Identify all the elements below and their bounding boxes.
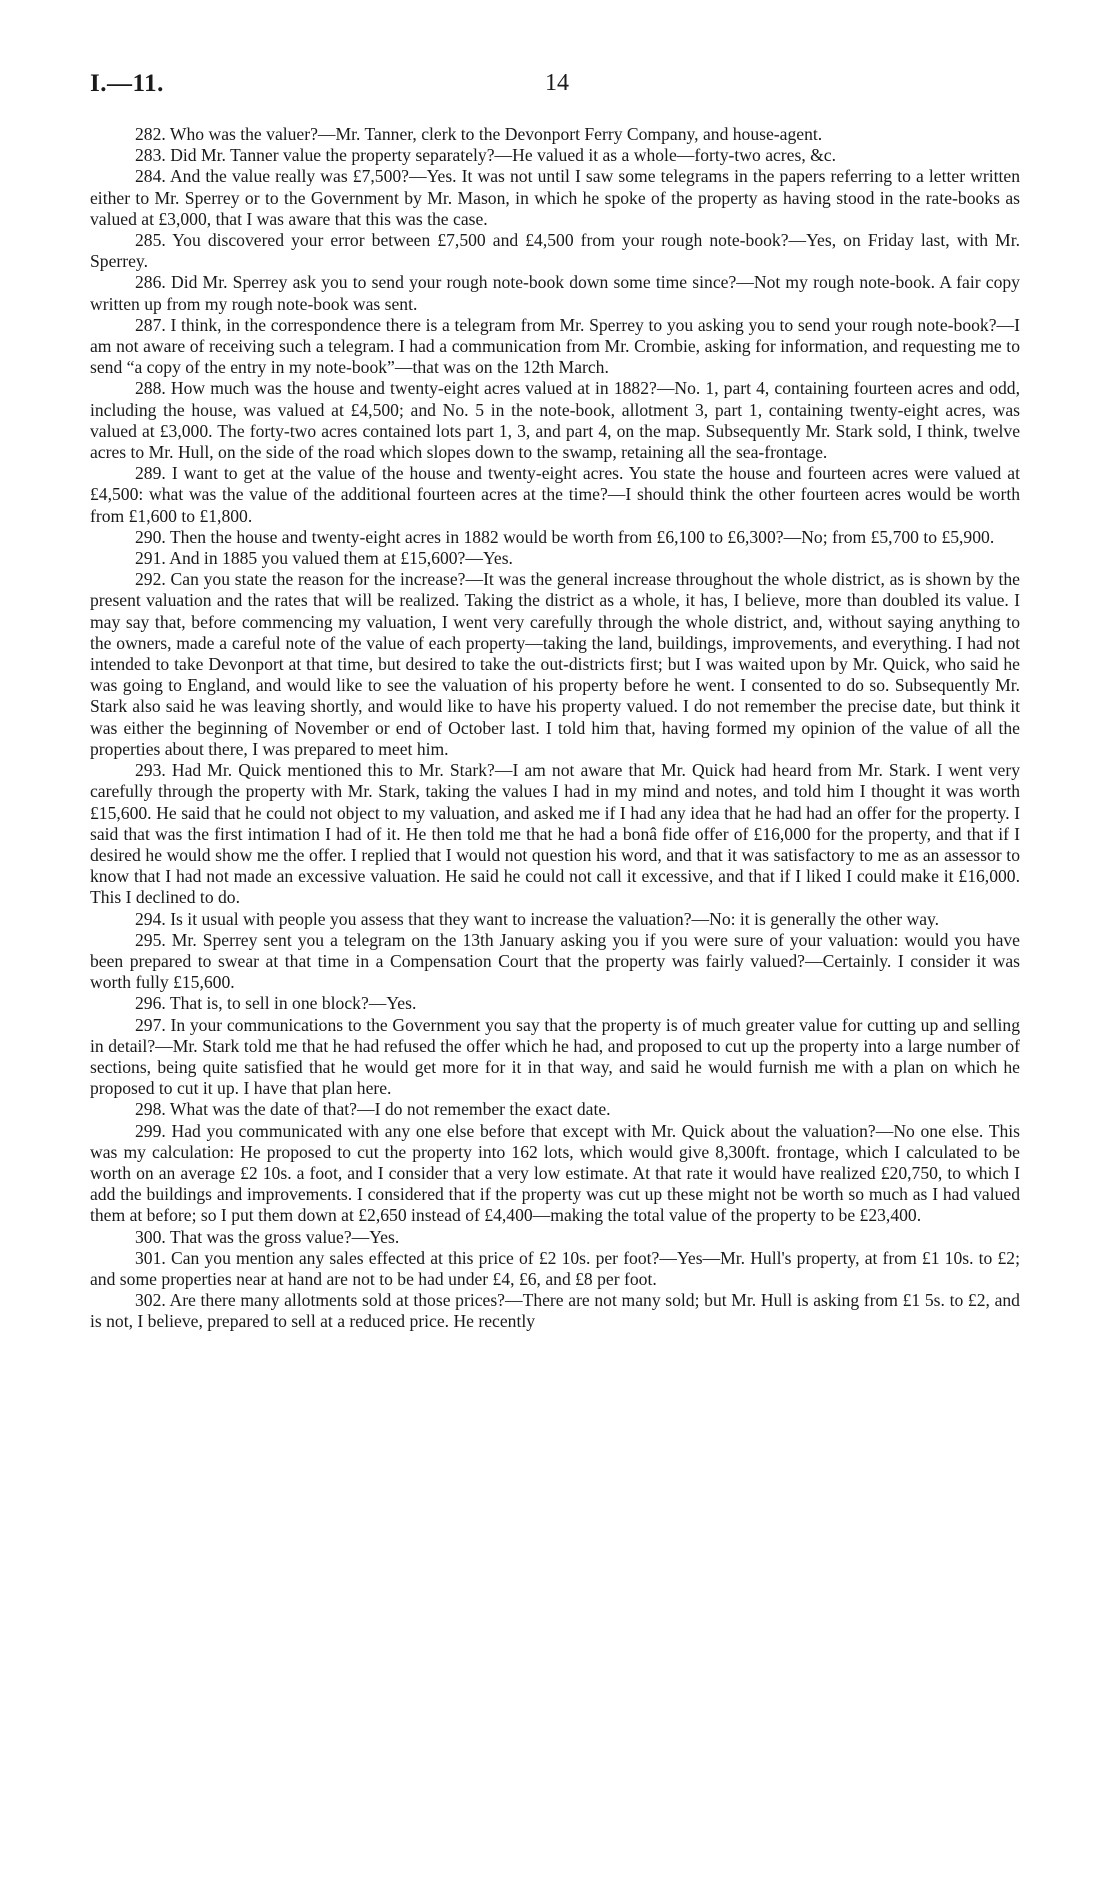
question-text: Can you mention any sales effected at this price of £2 10s. per foot?	[170, 1247, 660, 1268]
question-paragraph	[90, 993, 1020, 1014]
question-number: 297.	[135, 1014, 166, 1035]
question-number: 289.	[135, 463, 166, 484]
question-number: 295.	[135, 929, 166, 950]
question-number: 299.	[135, 1120, 166, 1141]
question-number: 300.	[135, 1226, 166, 1247]
answer-text: —Certainly. I consider it was worth fully £15,600.	[90, 950, 1020, 993]
question-paragraph	[90, 1248, 1020, 1290]
question-text: And the value really was £7,500?	[169, 166, 409, 187]
answer-text: —Yes, on Friday last, with Mr. Sperrey.	[90, 230, 1020, 272]
answer-text: —He valued it as a whole—forty-two acres, &c.	[494, 145, 837, 166]
question-paragraph	[90, 272, 1020, 314]
answer-text: —No; from £5,700 to £5,900.	[783, 526, 995, 547]
question-text: Had Mr. Quick mentioned this to Mr. Stark?	[171, 760, 495, 781]
question-number: 283.	[135, 145, 166, 166]
question-text: That is, to sell in one block?	[169, 993, 369, 1014]
question-paragraph	[90, 166, 1020, 230]
question-number: 301.	[135, 1247, 166, 1268]
question-number: 294.	[135, 908, 166, 929]
question-number: 302.	[135, 1290, 166, 1311]
answer-text: —Yes.	[368, 993, 417, 1014]
question-text: In your communications to the Government you say that the property is of much greater value for cutting up and selling in detail?	[90, 1014, 1020, 1056]
question-paragraph	[90, 463, 1020, 527]
answer-text: —Yes.	[465, 548, 513, 569]
question-paragraph	[90, 760, 1020, 908]
answer-text: —Not my rough note-book. A fair copy written up from my rough note-book was sent.	[90, 272, 1020, 314]
question-text: Is it usual with people you assess that they want to increase the valuation?	[170, 908, 692, 929]
question-paragraph	[90, 1290, 1020, 1332]
answer-text: —I should think the other fourteen acres would be worth from £1,600 to £1,800.	[90, 484, 1020, 526]
question-number: 298.	[135, 1099, 166, 1120]
document-reference: I.—11.	[90, 70, 164, 97]
question-text: Who was the valuer?	[169, 124, 318, 144]
answer-text: —No: it is generally the other way.	[691, 908, 940, 929]
question-paragraph	[90, 548, 1020, 569]
question-text: Can you state the reason for the increase?	[170, 569, 466, 590]
question-text: What was the date of that?	[169, 1099, 357, 1120]
answer-text: —Yes—Mr. Hull's property, at from £1 10s. to £2; and some properties near at hand are not to be had under £4, £6, and £8 per foot.	[90, 1247, 1020, 1289]
question-text: I think, in the correspondence there is a telegram from Mr. Sperrey to you asking you to send your rough note-book?	[170, 314, 997, 335]
question-paragraph	[90, 1099, 1020, 1120]
question-number: 287.	[135, 314, 166, 335]
evidence-text	[90, 124, 1020, 1333]
question-number: 284.	[135, 166, 166, 187]
question-number: 285.	[135, 230, 166, 251]
question-text: You discovered your error between £7,500 and £4,500 from your rough note-book?	[172, 230, 789, 251]
question-text: That was the gross value?	[169, 1226, 352, 1247]
question-paragraph	[90, 1015, 1020, 1100]
answer-text: —There are not many sold; but Mr. Hull is asking from £1 5s. to £2, and is not, I believe, prepared to sell at a reduced price. He recently	[90, 1290, 1020, 1332]
answer-text: —Yes. It was not until I saw some telegrams in the papers referring to a letter written either to Mr. Sperrey or to the Government by Mr. Mason, in which he spoke of the property as having stood in the rate-books as valued at £3,000, that I was aware that this was the case.	[90, 166, 1020, 229]
page-header	[90, 70, 1024, 110]
question-number: 296.	[135, 993, 166, 1014]
question-paragraph	[90, 145, 1020, 166]
page-number: 14	[545, 70, 569, 96]
question-text: Are there many allotments sold at those prices?	[169, 1290, 505, 1311]
question-text: And in 1885 you valued them at £15,600?	[169, 548, 466, 569]
question-text: Had you communicated with any one else before that except with Mr. Quick about the valuation?	[171, 1120, 876, 1141]
question-number: 288.	[135, 378, 166, 399]
answer-text: —No. 1, part 4, containing fourteen acres and odd, including the house, was valued at £4,500; and No. 5 in the note-book, allotment 3, part 1, containing twenty-eight acres, was valued at £3,000. The forty-two acres contained lots part 1, 3, and part 4, on the map. Subsequently Mr. Stark sold, I think, twelve acres to Mr. Hull, on the side of the road which slopes down to the swamp, retaining all the sea-frontage.	[90, 378, 1020, 463]
question-paragraph	[90, 124, 1020, 145]
question-paragraph	[90, 527, 1020, 548]
question-paragraph	[90, 1227, 1020, 1248]
question-number: 292.	[135, 569, 166, 590]
question-text: I want to get at the value of the house and twenty-eight acres. You state the house and fourteen acres were valued at £4,500: what was the value of the additional fourteen acres at the time?	[90, 463, 1021, 505]
question-paragraph	[90, 569, 1020, 760]
question-number: 290.	[135, 526, 166, 547]
question-paragraph	[90, 315, 1020, 379]
answer-text: —Mr. Stark told me that he had refused the offer which he had, and proposed to cut up the property into a large number of sections, being quite satisfied that he would get more for it in that way, and said he would furnish me with a plan on which he proposed to cut it up. I have that plan here.	[90, 1035, 1020, 1099]
answer-text: —It was the general increase throughout the whole district, as is shown by the present valuation and the rates that will be realized. Taking the district as a whole, it has, I believe, more than doubled its value. I may say that, before commencing my valuation, I went very carefully through the whole district, and, without saying anything to the owners, made a careful note of the value of each property—taking the land, buildings, improvements, and everything. I had not intended to take Devonport at that time, but desired to take the out-districts first; but I was waited upon by Mr. Quick, who said he was going to England, and would like to see the valuation of his property before he went. I consented to do so. Subsequently Mr. Stark also said he was leaving shortly, and would like to have his property valued. I do not remember the precise date, but think it was either the beginning of November or end of October last. I told him that, having formed my opinion of the value of all the properties about there, I was prepared to meet him.	[90, 569, 1020, 759]
question-text: Mr. Sperrey sent you a telegram on the 13th January asking you if you were sure of your valuation: would you have been prepared to swear at that time in a Compensation Court that the property was fairly valued?	[90, 929, 1020, 971]
question-number: 282.	[135, 124, 166, 144]
question-text: Did Mr. Sperrey ask you to send your rough note-book down some time since?	[170, 272, 737, 293]
question-paragraph	[90, 230, 1020, 272]
answer-text: —I am not aware of receiving such a telegram. I had a communication from Mr. Crombie, asking for information, and requesting me to send “a copy of the entry in my note-book”—that was on the 12th March.	[90, 314, 1020, 378]
question-paragraph	[90, 909, 1020, 930]
answer-text: —I do not remember the exact date.	[357, 1099, 611, 1120]
question-number: 286.	[135, 272, 166, 293]
question-number: 293.	[135, 760, 166, 781]
answer-text: —I am not aware that Mr. Quick had heard from Mr. Stark. I went very carefully through the property with Mr. Stark, taking the values I had in my mind and notes, and told him I thought it was worth £15,600. He said that he could not object to my valuation, and asked me if I had any idea that he had had an offer for the property. I said that was the first intimation I had of it. He then told me that he had a bonâ fide offer of £16,000 for the property, and that if I desired he would show me the offer. I replied that I would not question his word, and that it was satisfactory to me as an assessor to know that I had not made an excessive valuation. He said he could not call it excessive, and that if I liked I could make it £16,000. This I declined to do.	[90, 760, 1020, 908]
question-text: How much was the house and twenty-eight acres valued at in 1882?	[170, 378, 657, 399]
answer-text: —Yes.	[351, 1226, 400, 1247]
question-number: 291.	[135, 548, 166, 569]
question-paragraph	[90, 378, 1020, 463]
answer-text: —Mr. Tanner, clerk to the Devonport Ferry Company, and house-agent.	[317, 124, 823, 144]
question-paragraph	[90, 1121, 1020, 1227]
question-paragraph	[90, 930, 1020, 994]
answer-text: —No one else. This was my calculation: He proposed to cut the property into 162 lots, which would give 8,300ft. frontage, which I calculated to be worth on an average £2 10s. a foot, and I consider that a very low estimate. At that rate it would have realized £20,750, to which I add the buildings and improvements. I considered that if the property was cut up these might not be worth so much as I had valued them at before; so I put them down at £2,650 instead of £4,400—making the total value of the property to be £23,400.	[90, 1120, 1020, 1226]
question-text: Did Mr. Tanner value the property separately?	[170, 145, 495, 166]
question-text: Then the house and twenty-eight acres in 1882 would be worth from £6,100 to £6,300?	[169, 526, 784, 547]
